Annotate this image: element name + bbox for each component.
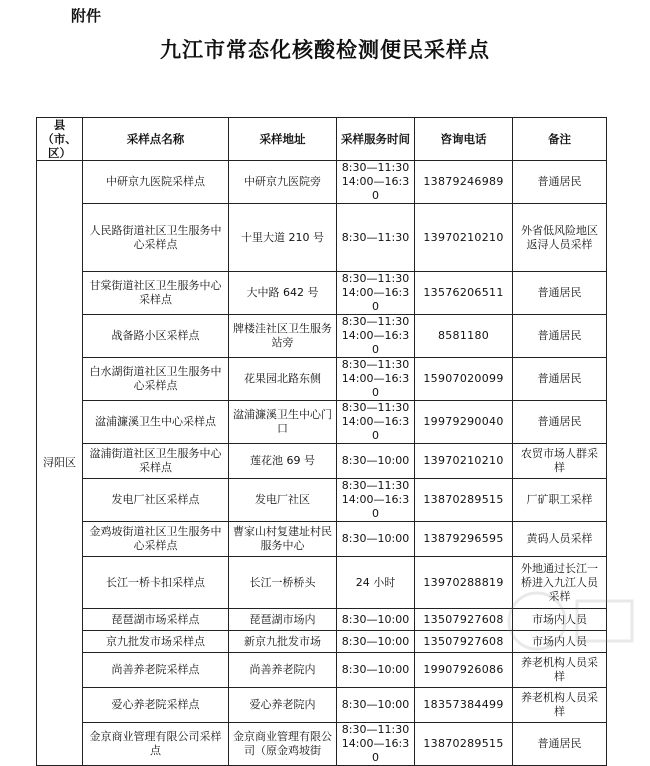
note-cell: 农贸市场人群采样: [513, 444, 607, 479]
site-name-cell: 琵琶湖市场采样点: [83, 609, 229, 631]
table-row: [37, 401, 607, 444]
table-row: [37, 315, 607, 358]
header-site-name: 采样点名称: [83, 118, 229, 161]
site-name-cell: 甘棠街道社区卫生服务中心采样点: [83, 272, 229, 315]
address-cell: 金京商业管理有限公司（原金鸡坡街: [229, 723, 337, 766]
table-row: [37, 444, 607, 479]
site-name-cell: 金鸡坡街道社区卫生服务中心采样点: [83, 522, 229, 557]
district-cell: 浔阳区: [37, 161, 83, 766]
service-time-cell: 8:30—11:30: [337, 204, 415, 272]
phone-cell: 13870289515: [415, 479, 513, 522]
address-cell: 尚善养老院内: [229, 653, 337, 688]
table-row: [37, 358, 607, 401]
site-name-cell: 尚善养老院采样点: [83, 653, 229, 688]
phone-cell: 13507927608: [415, 631, 513, 653]
address-cell: 湓浦濂溪卫生中心门口: [229, 401, 337, 444]
site-name-cell: 战备路小区采样点: [83, 315, 229, 358]
note-cell: 市场内人员: [513, 609, 607, 631]
site-name-cell: 湓浦濂溪卫生中心采样点: [83, 401, 229, 444]
address-cell: 琵琶湖市场内: [229, 609, 337, 631]
site-name-cell: 爱心养老院采样点: [83, 688, 229, 723]
note-cell: 市场内人员: [513, 631, 607, 653]
header-address: 采样地址: [229, 118, 337, 161]
address-cell: 莲花池 69 号: [229, 444, 337, 479]
table-row: [37, 688, 607, 723]
page-title: 九江市常态化核酸检测便民采样点: [160, 37, 490, 62]
note-cell: 厂矿职工采样: [513, 479, 607, 522]
note-cell: 养老机构人员采样: [513, 688, 607, 723]
service-time-cell: 8:30—11:30 14:00—16:30: [337, 401, 415, 444]
phone-cell: 13870289515: [415, 723, 513, 766]
note-cell: 普通居民: [513, 401, 607, 444]
address-cell: 牌楼洼社区卫生服务站旁: [229, 315, 337, 358]
service-time-cell: 8:30—11:30 14:00—16:30: [337, 358, 415, 401]
phone-cell: 13507927608: [415, 609, 513, 631]
phone-cell: 13970288819: [415, 557, 513, 609]
address-cell: 发电厂社区: [229, 479, 337, 522]
address-cell: 花果园北路东侧: [229, 358, 337, 401]
note-cell: 普通居民: [513, 723, 607, 766]
address-cell: 大中路 642 号: [229, 272, 337, 315]
note-cell: 普通居民: [513, 161, 607, 204]
address-cell: 曹家山村复建址村民服务中心: [229, 522, 337, 557]
service-time-cell: 8:30—11:30 14:00—16:30: [337, 315, 415, 358]
table-row: [37, 653, 607, 688]
service-time-cell: 8:30—10:00: [337, 609, 415, 631]
service-time-cell: 8:30—10:00: [337, 688, 415, 723]
phone-cell: 13576206511: [415, 272, 513, 315]
note-cell: 养老机构人员采样: [513, 653, 607, 688]
service-time-cell: 8:30—11:30 14:00—16:30: [337, 479, 415, 522]
table-row: [37, 609, 607, 631]
table-header-row: [37, 118, 607, 161]
table-row: [37, 723, 607, 766]
service-time-cell: 8:30—10:00: [337, 631, 415, 653]
site-name-cell: 金京商业管理有限公司采样点: [83, 723, 229, 766]
service-time-cell: 8:30—10:00: [337, 653, 415, 688]
header-phone: 咨询电话: [415, 118, 513, 161]
table-row: [37, 272, 607, 315]
site-name-cell: 发电厂社区采样点: [83, 479, 229, 522]
phone-cell: 13879246989: [415, 161, 513, 204]
attachment-label: 附件: [71, 7, 102, 25]
header-service-time: 采样服务时间: [337, 118, 415, 161]
header-note: 备注: [513, 118, 607, 161]
note-cell: 外省低风险地区返浔人员采样: [513, 204, 607, 272]
table-row: [37, 161, 607, 204]
site-name-cell: 京九批发市场采样点: [83, 631, 229, 653]
service-time-cell: 8:30—11:30 14:00—16:30: [337, 161, 415, 204]
service-time-cell: 8:30—10:00: [337, 444, 415, 479]
table-row: [37, 522, 607, 557]
table-row: [37, 557, 607, 609]
table-row: [37, 204, 607, 272]
phone-cell: 8581180: [415, 315, 513, 358]
address-cell: 十里大道 210 号: [229, 204, 337, 272]
address-cell: 新京九批发市场: [229, 631, 337, 653]
site-name-cell: 人民路街道社区卫生服务中心采样点: [83, 204, 229, 272]
phone-cell: 13970210210: [415, 444, 513, 479]
service-time-cell: 24 小时: [337, 557, 415, 609]
phone-cell: 19979290040: [415, 401, 513, 444]
phone-cell: 18357384499: [415, 688, 513, 723]
sampling-points-table: [36, 117, 607, 766]
note-cell: 普通居民: [513, 272, 607, 315]
site-name-cell: 中研京九医院采样点: [83, 161, 229, 204]
site-name-cell: 白水湖街道社区卫生服务中心采样点: [83, 358, 229, 401]
address-cell: 中研京九医院旁: [229, 161, 337, 204]
phone-cell: 19907926086: [415, 653, 513, 688]
address-cell: 长江一桥桥头: [229, 557, 337, 609]
service-time-cell: 8:30—11:30 14:00—16:30: [337, 272, 415, 315]
note-cell: 黄码人员采样: [513, 522, 607, 557]
note-cell: 普通居民: [513, 358, 607, 401]
phone-cell: 13970210210: [415, 204, 513, 272]
site-name-cell: 长江一桥卡扣采样点: [83, 557, 229, 609]
address-cell: 爱心养老院内: [229, 688, 337, 723]
note-cell: 普通居民: [513, 315, 607, 358]
service-time-cell: 8:30—10:00: [337, 522, 415, 557]
table-row: [37, 479, 607, 522]
service-time-cell: 8:30—11:30 14:00—16:30: [337, 723, 415, 766]
phone-cell: 13879296595: [415, 522, 513, 557]
site-name-cell: 湓浦街道社区卫生服务中心采样点: [83, 444, 229, 479]
phone-cell: 15907020099: [415, 358, 513, 401]
table-row: [37, 631, 607, 653]
header-district: 县（市、区）: [37, 118, 83, 161]
note-cell: 外地通过长江一桥进入九江人员采样: [513, 557, 607, 609]
